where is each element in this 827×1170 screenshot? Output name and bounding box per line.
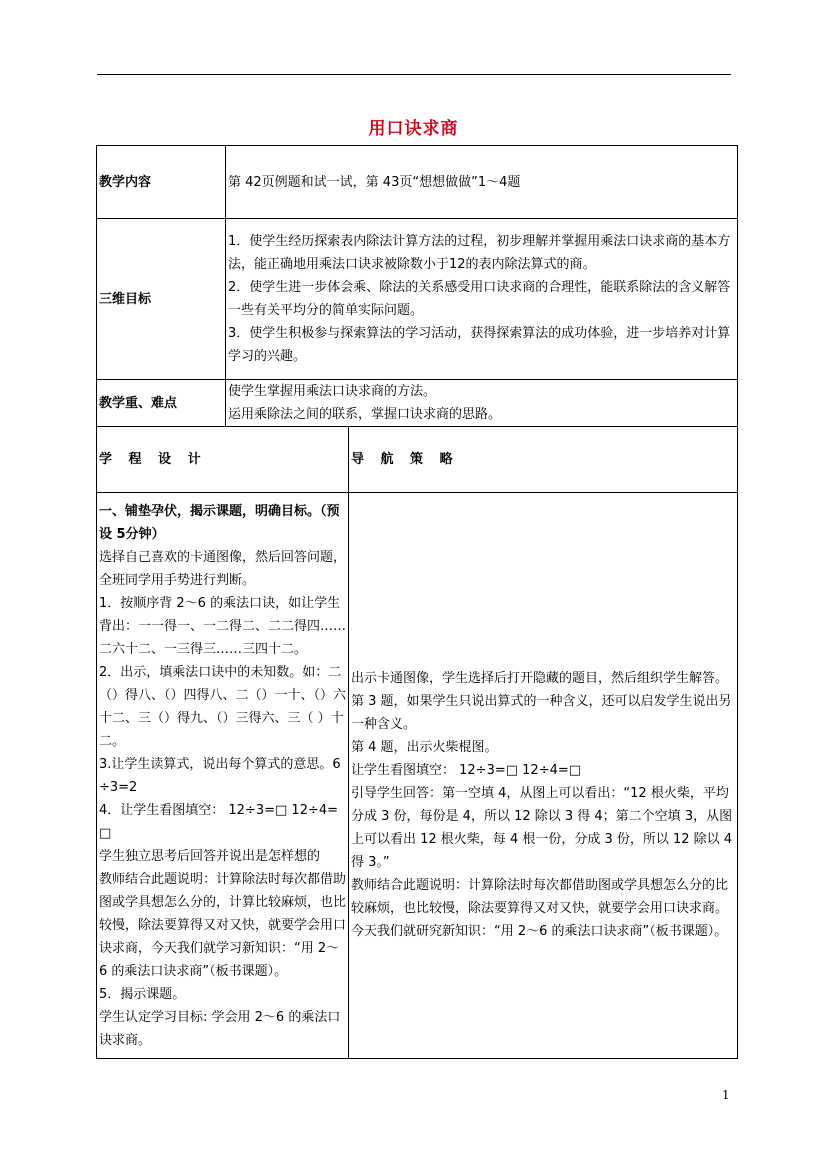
lesson-plan-table [96, 145, 738, 1059]
row-content [97, 146, 738, 219]
right-para: 第 3 题，如果学生只说出算式的一种含义，还可以启发学生说出另一种含义。 [351, 693, 732, 732]
header-rule [97, 74, 731, 75]
left-para: 1．按顺序背 2～6 的乘法口诀，如让学生背出：一一得一、一二得二、二二得四……二六十二、一三得三……三四十二。 [99, 595, 347, 657]
key-line: 使学生掌握用乘法口诀求商的方法。 [228, 384, 437, 399]
goal-item: 2．使学生进一步体会乘、除法的关系感受用口诀求商的合理性，能联系除法的含义解答一些有关平均分的简单实际问题。 [228, 280, 731, 318]
page-number: 1 [722, 1088, 730, 1102]
goal-item: 1．使学生经历探索表内除法计算方法的过程，初步理解并掌握用乘法口诀求商的基本方法，能正确地用乘法口诀求被除数小于12的表内除法算式的商。 [228, 234, 731, 272]
right-para: 让学生看图填空： 12÷3=□ 12÷4=□ [351, 762, 582, 778]
right-para: 教师结合此题说明：计算除法时每次都借助图或学具想怎么分的比较麻烦，也比较慢，除法要算得又对又快，就要学会用口诀求商。 [351, 877, 729, 916]
row-process [97, 493, 738, 1059]
label-content: 教学内容 [97, 146, 226, 219]
right-para: 第 4 题，出示火柴棍图。 [351, 739, 498, 755]
key-cell [226, 380, 738, 427]
left-cell [97, 493, 349, 1059]
row-column-headers [97, 427, 738, 493]
left-para: 学生认定学习目标: 学会用 2～6 的乘法口诀求商。 [99, 1009, 341, 1048]
label-key: 教学重、难点 [97, 380, 226, 427]
left-para: 5．揭示课题。 [99, 986, 186, 1002]
key-line: 运用乘除法之间的联系，掌握口诀求商的思路。 [228, 407, 502, 422]
goals-cell [226, 219, 738, 380]
goal-item: 3．使学生积极参与探索算法的学习活动，获得探索算法的成功体验，进一步培养对计算学习的兴趣。 [228, 326, 731, 364]
right-para: 出示卡通图像，学生选择后打开隐藏的题目，然后组织学生解答。 [351, 670, 729, 686]
column-header-right: 导 航 策 略 [349, 427, 738, 493]
right-para: 今天我们就研究新知识：“用 2～6 的乘法口诀求商”（板书课题）。 [351, 923, 728, 939]
row-key [97, 380, 738, 427]
row-goals [97, 219, 738, 380]
column-header-left: 学 程 设 计 [97, 427, 349, 493]
page-title: 用口诀求商 [368, 119, 459, 139]
left-para: 3.让学生读算式，说出每个算式的意思。6÷3=2 [99, 756, 341, 795]
left-para: 教师结合此题说明：计算除法时每次都借助图或学具想怎么分的，计算比较麻烦，也比较慢，除法要算得又对又快，就要学会用口诀求商，今天我们就学习新知识：“用 2～6 的乘法口诀求商”（板书课题）。 [99, 871, 347, 979]
right-spacer [351, 609, 735, 667]
label-goals: 三维目标 [97, 219, 226, 380]
left-para: 学生独立思考后回答并说出是怎样想的 [99, 848, 321, 864]
left-para: 4．让学生看图填空： 12÷3=□ 12÷4=□ [99, 802, 339, 841]
right-cell [349, 493, 738, 1059]
content-text: 第 42页例题和试一试，第 43页“想想做做”1～4题 [226, 146, 738, 219]
left-para: 选择自己喜欢的卡通图像，然后回答问题，全班同学用手势进行判断。 [99, 549, 347, 588]
section-heading: 一、铺垫孕伏，揭示课题，明确目标。（预设 5分钟） [99, 503, 340, 542]
right-para: 引导学生回答：第一空填 4，从图上可以看出：“12 根火柴，平均分成 3 份，每份是 4，所以 12 除以 3 得 4；第二个空填 3，从图上可以看出 12 根火柴，每 4 根一份，分成 3 份，所以 12 除以 4 得 3。” [351, 785, 733, 870]
left-para: 2．出示，填乘法口诀中的未知数。如：二（）得八、（）四得八、二（）一十、（）六十二、三（）得九、（）三得六、三（ ）十二。 [99, 664, 347, 749]
